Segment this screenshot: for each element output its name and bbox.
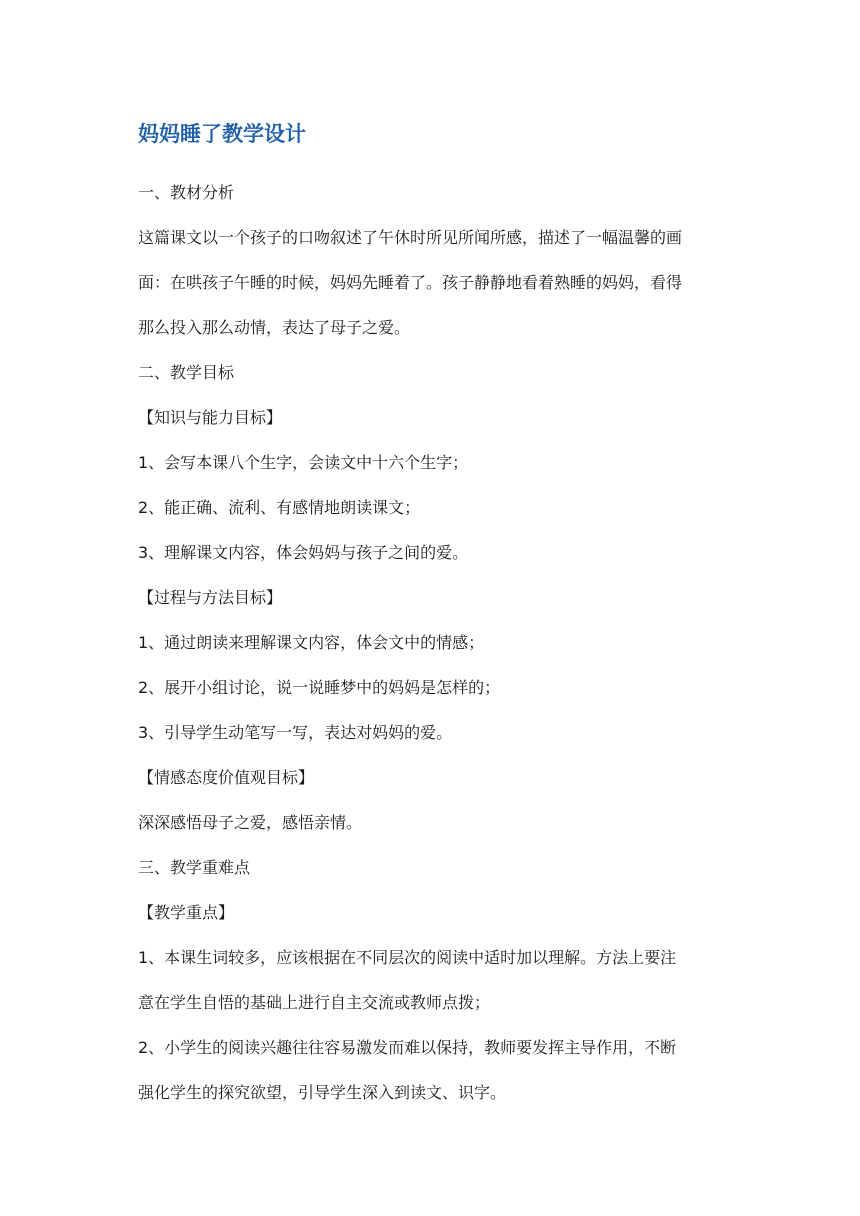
list-item: 3、引导学生动笔写一写，表达对妈妈的爱。 <box>138 723 453 742</box>
document-title: 妈妈睡了教学设计 <box>138 122 306 146</box>
paragraph-line: 1、本课生词较多，应该根据在不同层次的阅读中适时加以理解。方法上要注 <box>138 948 677 967</box>
material-analysis-paragraph <box>138 215 724 350</box>
subheading-teaching-focus: 【教学重点】 <box>138 903 235 922</box>
list-item: 3、理解课文内容，体会妈妈与孩子之间的爱。 <box>138 543 469 562</box>
focus-item-2 <box>138 1025 724 1115</box>
list-item: 1、会写本课八个生字，会读文中十六个生字； <box>138 453 469 472</box>
list-item: 1、通过朗读来理解课文内容，体会文中的情感； <box>138 633 485 652</box>
subheading-process-method: 【过程与方法目标】 <box>138 588 283 607</box>
paragraph-line: 意在学生自悟的基础上进行自主交流或教师点拨； <box>138 993 491 1012</box>
subheading-emotion-values: 【情感态度价值观目标】 <box>138 768 315 787</box>
paragraph-line: 面：在哄孩子午睡的时候，妈妈先睡着了。孩子静静地看着熟睡的妈妈，看得 <box>138 273 683 292</box>
paragraph-line: 那么投入那么动情，表达了母子之爱。 <box>138 318 411 337</box>
list-item: 2、能正确、流利、有感情地朗读课文； <box>138 498 421 517</box>
section-heading-material-analysis: 一、教材分析 <box>138 183 235 202</box>
paragraph-line: 这篇课文以一个孩子的口吻叙述了午休时所见所闻所感，描述了一幅温馨的画 <box>138 228 683 247</box>
section-heading-key-difficulties: 三、教学重难点 <box>138 858 251 877</box>
emotion-goal-text: 深深感悟母子之爱，感悟亲情。 <box>138 813 363 832</box>
section-heading-teaching-goals: 二、教学目标 <box>138 363 235 382</box>
paragraph-line: 强化学生的探究欲望，引导学生深入到读文、识字。 <box>138 1083 507 1102</box>
focus-item-1 <box>138 935 724 1025</box>
list-item: 2、展开小组讨论，说一说睡梦中的妈妈是怎样的； <box>138 678 501 697</box>
subheading-knowledge-ability: 【知识与能力目标】 <box>138 408 283 427</box>
paragraph-line: 2、小学生的阅读兴趣往往容易激发而难以保持，教师要发挥主导作用，不断 <box>138 1038 677 1057</box>
document-body <box>138 116 724 1115</box>
